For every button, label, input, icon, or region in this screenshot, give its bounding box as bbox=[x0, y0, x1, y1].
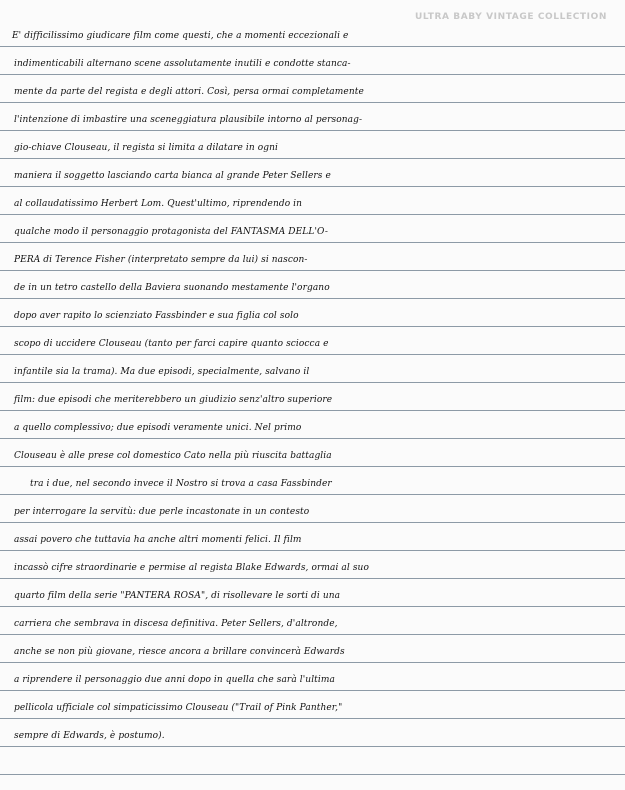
text-line: de in un tetro castello della Baviera suonando mestamente l'organo bbox=[14, 283, 330, 293]
text-line: a riprendere il personaggio due anni dopo in quella che sarà l'ultima bbox=[14, 675, 335, 685]
text-line: infantile sia la trama). Ma due episodi, specialmente, salvano il bbox=[14, 367, 310, 377]
text-line: film: due episodi che meriterebbero un giudizio senz'altro superiore bbox=[14, 395, 333, 405]
ruled-line bbox=[0, 662, 625, 663]
text-line: E' difficilissimo giudicare film come questi, che a momenti eccezionali e bbox=[12, 31, 349, 41]
text-line: gio-chiave Clouseau, il regista si limita a dilatare in ogni bbox=[14, 143, 278, 153]
text-line: qualche modo il personaggio protagonista del FANTASMA DELL'O- bbox=[14, 227, 328, 237]
text-line: anche se non più giovane, riesce ancora a brillare convincerà Edwards bbox=[14, 647, 345, 657]
ruled-line bbox=[0, 298, 625, 299]
text-line: incassò cifre straordinarie e permise al regista Blake Edwards, ormai al suo bbox=[14, 563, 369, 573]
ruled-line bbox=[0, 718, 625, 719]
ruled-line bbox=[0, 606, 625, 607]
text-line: pellicola ufficiale col simpaticissimo Clouseau ("Trail of Pink Panther," bbox=[14, 703, 343, 713]
text-line: PERA di Terence Fisher (interpretato sempre da lui) si nascon- bbox=[14, 255, 308, 265]
text-line: scopo di uccidere Clouseau (tanto per farci capire quanto sciocca e bbox=[14, 339, 329, 349]
ruled-line bbox=[0, 270, 625, 271]
ruled-line bbox=[0, 102, 625, 103]
text-line: carriera che sembrava in discesa definitiva. Peter Sellers, d'altronde, bbox=[14, 619, 338, 629]
ruled-line bbox=[0, 438, 625, 439]
ruled-line bbox=[0, 214, 625, 215]
text-line: a quello complessivo; due episodi veramente unici. Nel primo bbox=[14, 423, 302, 433]
ruled-line bbox=[0, 46, 625, 47]
ruled-line bbox=[0, 410, 625, 411]
ruled-line bbox=[0, 382, 625, 383]
ruled-line bbox=[0, 634, 625, 635]
text-line: sempre di Edwards, è postumo). bbox=[14, 731, 165, 741]
text-line: mente da parte del regista e degli attori. Così, persa ormai completamente bbox=[14, 87, 364, 97]
text-line: indimenticabili alternano scene assolutamente inutili e condotte stanca- bbox=[14, 59, 351, 69]
ruled-line bbox=[0, 186, 625, 187]
ruled-line bbox=[0, 746, 625, 747]
ruled-line bbox=[0, 130, 625, 131]
text-line: dopo aver rapito lo scienziato Fassbinder e sua figlia col solo bbox=[14, 311, 299, 321]
ruled-line bbox=[0, 522, 625, 523]
ruled-line bbox=[0, 74, 625, 75]
text-line: tra i due, nel secondo invece il Nostro si trova a casa Fassbinder bbox=[30, 479, 332, 489]
ruled-line bbox=[0, 158, 625, 159]
ruled-line bbox=[0, 578, 625, 579]
text-line: l'intenzione di imbastire una sceneggiatura plausibile intorno al personag- bbox=[14, 115, 363, 125]
ruled-line bbox=[0, 774, 625, 775]
text-line: assai povero che tuttavia ha anche altri momenti felici. Il film bbox=[14, 535, 302, 545]
text-line: per interrogare la servitù: due perle incastonate in un contesto bbox=[14, 507, 310, 517]
ruled-line bbox=[0, 354, 625, 355]
ruled-line bbox=[0, 242, 625, 243]
ruled-line bbox=[0, 326, 625, 327]
watermark: ULTRA BABY VINTAGE COLLECTION bbox=[414, 12, 607, 22]
ruled-line bbox=[0, 466, 625, 467]
ruled-line bbox=[0, 550, 625, 551]
text-line: maniera il soggetto lasciando carta bianca al grande Peter Sellers e bbox=[14, 171, 331, 181]
ruled-line bbox=[0, 494, 625, 495]
ruled-line bbox=[0, 690, 625, 691]
text-line: quarto film della serie "PANTERA ROSA", di risollevare le sorti di una bbox=[14, 591, 341, 601]
text-line: Clouseau è alle prese col domestico Cato nella più riuscita battaglia bbox=[14, 451, 332, 461]
text-line: al collaudatissimo Herbert Lom. Quest'ultimo, riprendendo in bbox=[14, 199, 303, 209]
